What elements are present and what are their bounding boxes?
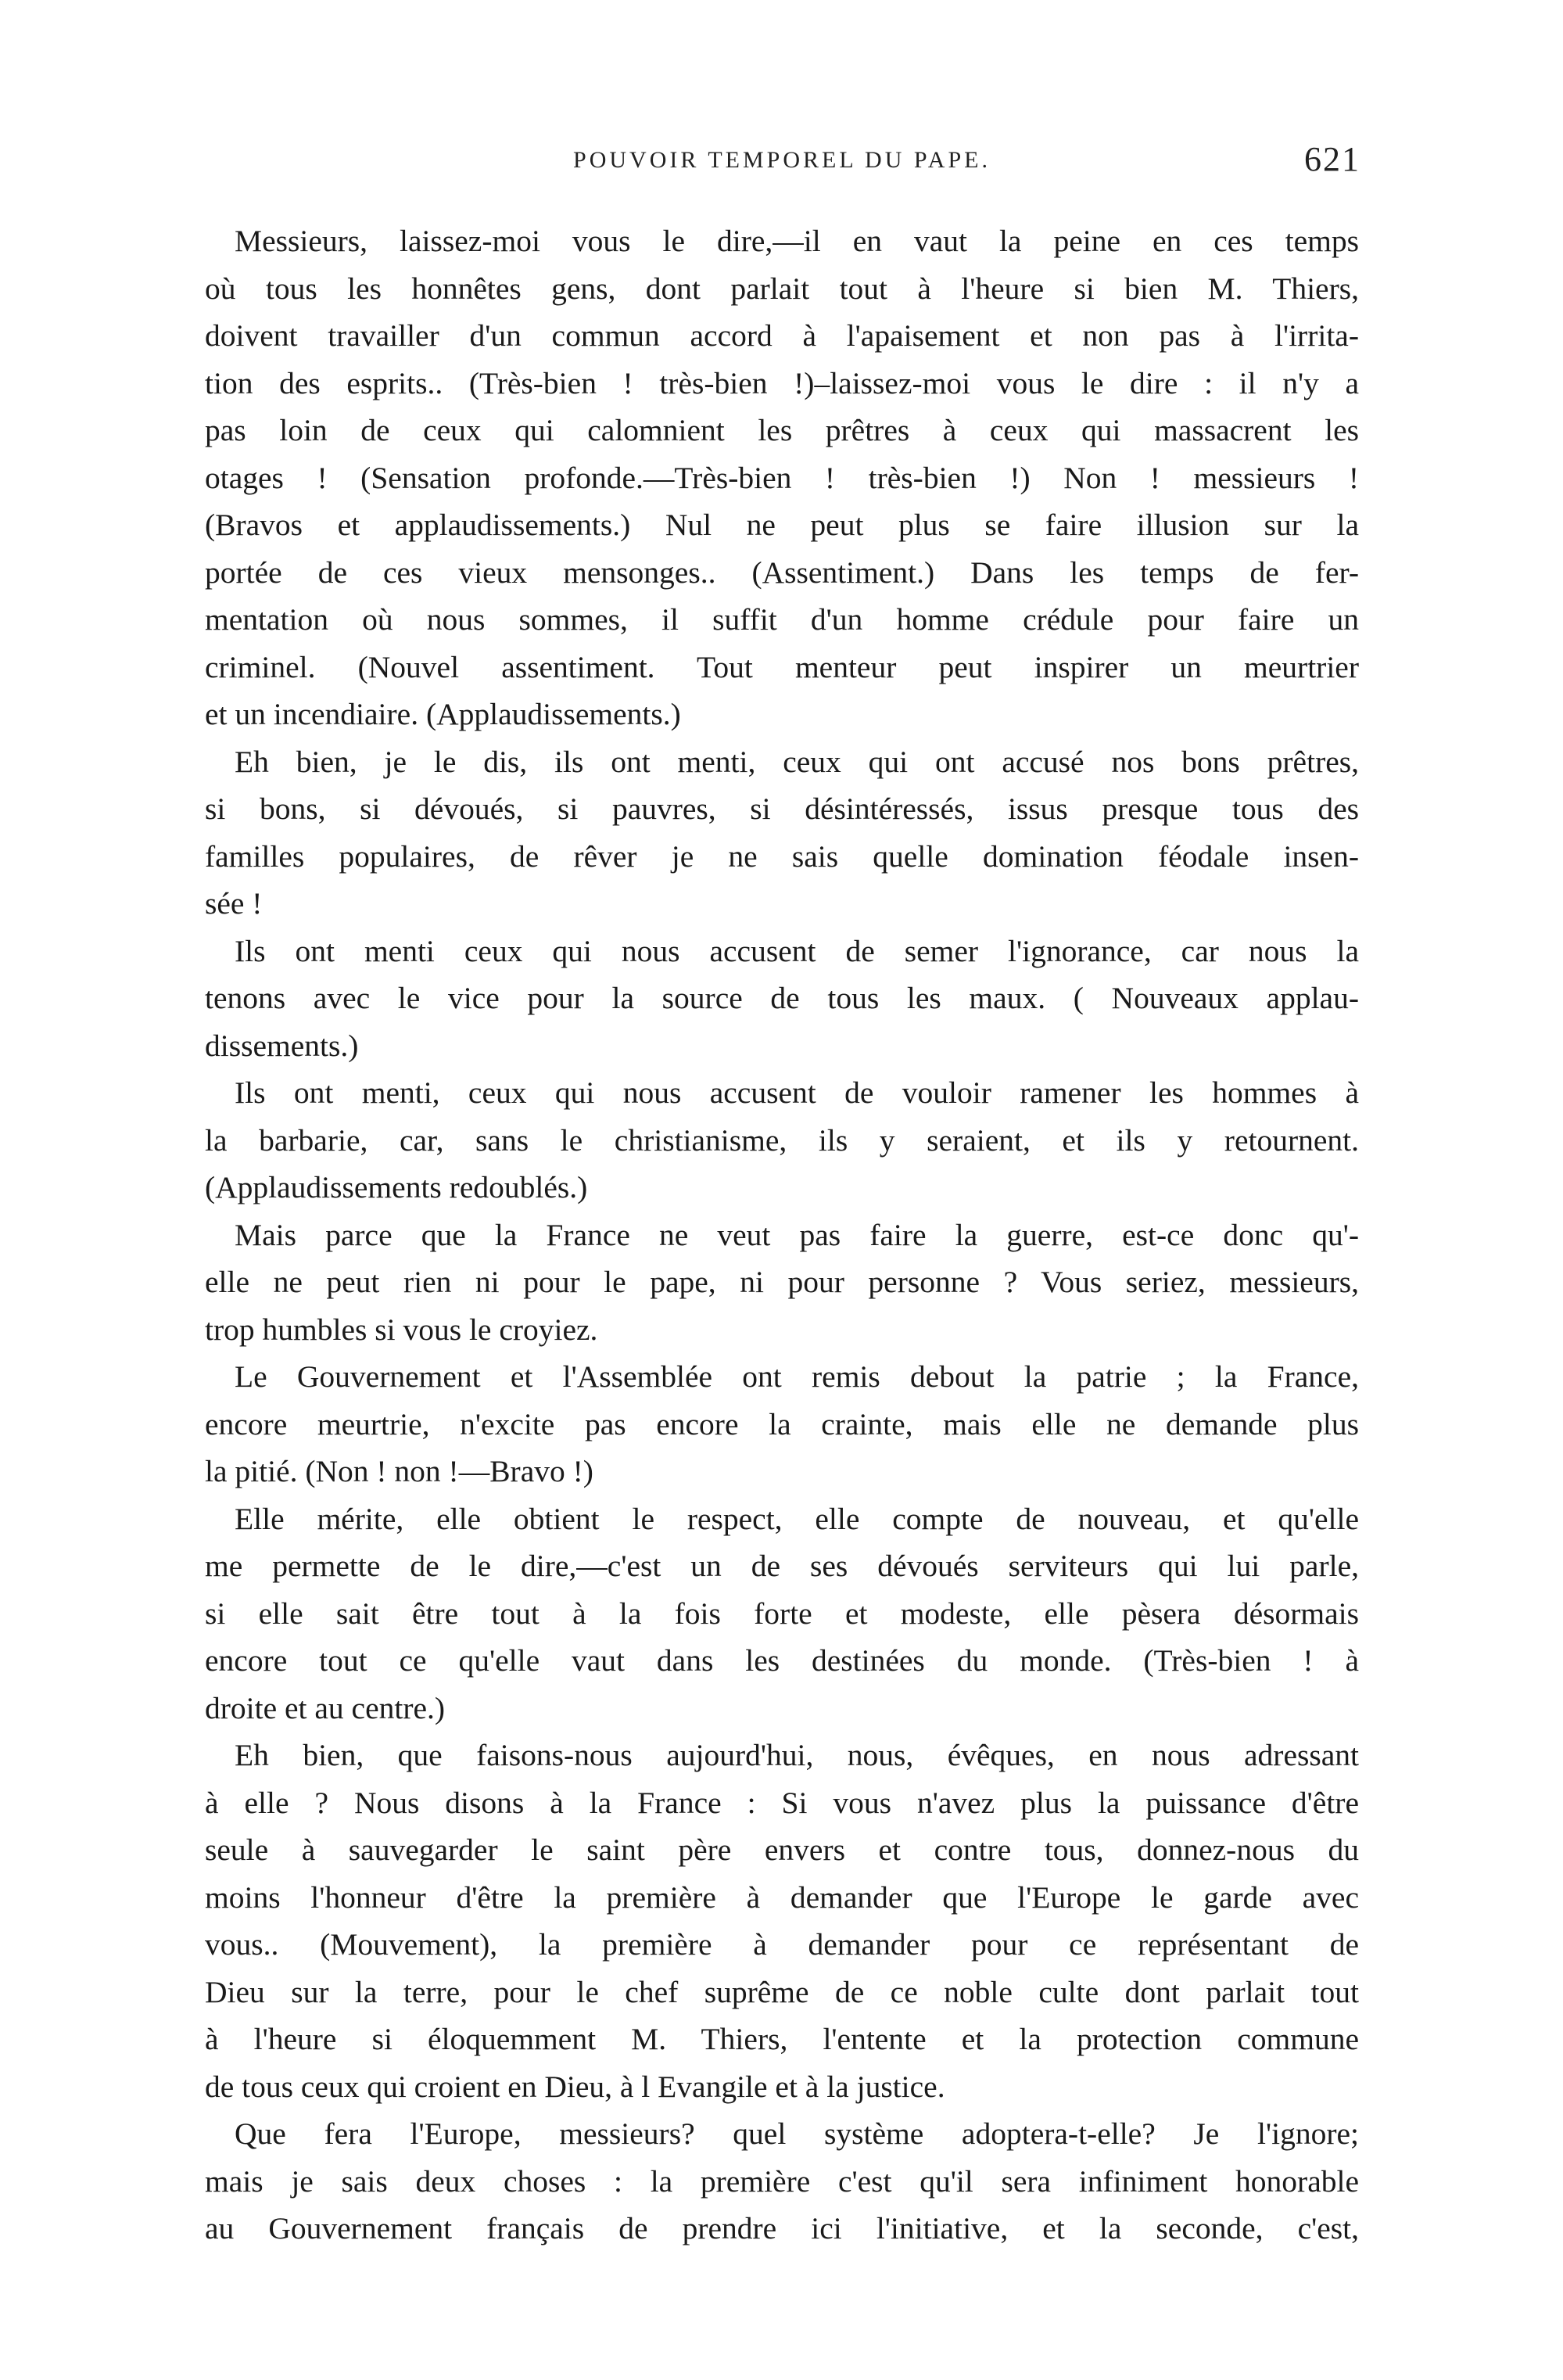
text-line: à l'heure si éloquemment M. Thiers, l'entente et la protection commune (205, 2022, 1359, 2056)
text-line: pas loin de ceux qui calomnient les prêtres à ceux qui massacrent les (205, 413, 1359, 447)
text-line: otages ! (Sensation profonde.—Très-bien ! très-bien !) Non ! messieurs ! (205, 460, 1359, 495)
text-line: elle ne peut rien ni pour le pape, ni pour personne ? Vous seriez, messieurs, (205, 1265, 1359, 1299)
text-line: Que fera l'Europe, messieurs? quel système adoptera-t-elle? Je l'ignore; (235, 2116, 1359, 2151)
text-line: où tous les honnêtes gens, dont parlait tout à l'heure si bien M. Thiers, (205, 271, 1359, 306)
text-line: dissements.) (205, 1028, 359, 1063)
text-line: encore meurtrie, n'excite pas encore la crainte, mais elle ne demande plus (205, 1406, 1359, 1441)
text-line: à elle ? Nous disons à la France : Si vous n'avez plus la puissance d'être (205, 1785, 1359, 1820)
text-line: si bons, si dévoués, si pauvres, si désintéressés, issus presque tous des (205, 792, 1359, 826)
text-line: mentation où nous sommes, il suffit d'un homme crédule pour faire un (205, 602, 1359, 637)
text-line: si elle sait être tout à la fois forte et modeste, elle pèsera désormais (205, 1596, 1359, 1631)
text-line: doivent travailler d'un commun accord à l'apaisement et non pas à l'irrita- (205, 318, 1359, 353)
text-line: droite et au centre.) (205, 1690, 446, 1725)
text-line: sée ! (205, 886, 263, 921)
text-line: Messieurs, laissez-moi vous le dire,—il en vaut la peine en ces temps (235, 224, 1359, 258)
text-line: familles populaires, de rêver je ne sais quelle domination féodale insen- (205, 838, 1359, 874)
text-line: la barbarie, car, sans le christianisme, ils y seraient, et ils y retournent. (205, 1122, 1359, 1158)
running-head (203, 139, 1360, 186)
running-title: POUVOIR TEMPOREL DU PAPE. (573, 147, 991, 173)
text-line: au Gouvernement français de prendre ici l'initiative, et la seconde, c'est, (205, 2211, 1359, 2245)
text-line: Le Gouvernement et l'Assemblée ont remis debout la patrie ; la France, (235, 1359, 1359, 1394)
text-line: Dieu sur la terre, pour le chef suprême de ce noble culte dont parlait tout (205, 1974, 1359, 2009)
text-line: tion des esprits.. (Très-bien ! très-bien !)–laissez-moi vous le dire : il n'y a (205, 365, 1359, 400)
text-line: Eh bien, que faisons-nous aujourd'hui, nous, évêques, en nous adressant (235, 1738, 1359, 1772)
page-number: 621 (1304, 140, 1360, 178)
text-line: trop humbles si vous le croyiez. (205, 1312, 598, 1347)
text-line: et un incendiaire. (Applaudissements.) (205, 697, 681, 731)
body-text (205, 217, 1359, 2253)
text-line: Elle mérite, elle obtient le respect, elle compte de nouveau, et qu'elle (235, 1501, 1359, 1536)
text-line: portée de ces vieux mensonges.. (Assentiment.) Dans les temps de fer- (205, 555, 1359, 590)
text-line: Ils ont menti ceux qui nous accusent de semer l'ignorance, car nous la (235, 933, 1359, 968)
text-line: me permette de le dire,—c'est un de ses dévoués serviteurs qui lui parle, (205, 1549, 1359, 1583)
text-line: Mais parce que la France ne veut pas faire la guerre, est-ce donc qu'- (235, 1217, 1359, 1252)
text-line: de tous ceux qui croient en Dieu, à l Evangile et à la justice. (205, 2069, 945, 2104)
text-line: moins l'honneur d'être la première à demander que l'Europe le garde avec (205, 1879, 1359, 1915)
text-line: criminel. (Nouvel assentiment. Tout menteur peut inspirer un meurtrier (205, 649, 1359, 684)
text-line: Eh bien, je le dis, ils ont menti, ceux qui ont accusé nos bons prêtres, (235, 744, 1359, 779)
text-line: (Applaudissements redoublés.) (205, 1170, 588, 1204)
text-line: mais je sais deux choses : la première c'est qu'il sera infiniment honorable (205, 2163, 1359, 2199)
text-line: tenons avec le vice pour la source de tous les maux. ( Nouveaux applau- (205, 981, 1359, 1015)
text-line: Ils ont menti, ceux qui nous accusent de vouloir ramener les hommes à (235, 1075, 1359, 1110)
text-line: encore tout ce qu'elle vaut dans les destinées du monde. (Très-bien ! à (205, 1643, 1359, 1678)
text-line: vous.. (Mouvement), la première à demander pour ce représentant de (205, 1927, 1359, 1962)
text-line: (Bravos et applaudissements.) Nul ne peut plus se faire illusion sur la (205, 508, 1359, 542)
text-line: la pitié. (Non ! non !—Bravo !) (205, 1454, 593, 1488)
text-line: seule à sauvegarder le saint père envers et contre tous, donnez-nous du (205, 1833, 1359, 1867)
